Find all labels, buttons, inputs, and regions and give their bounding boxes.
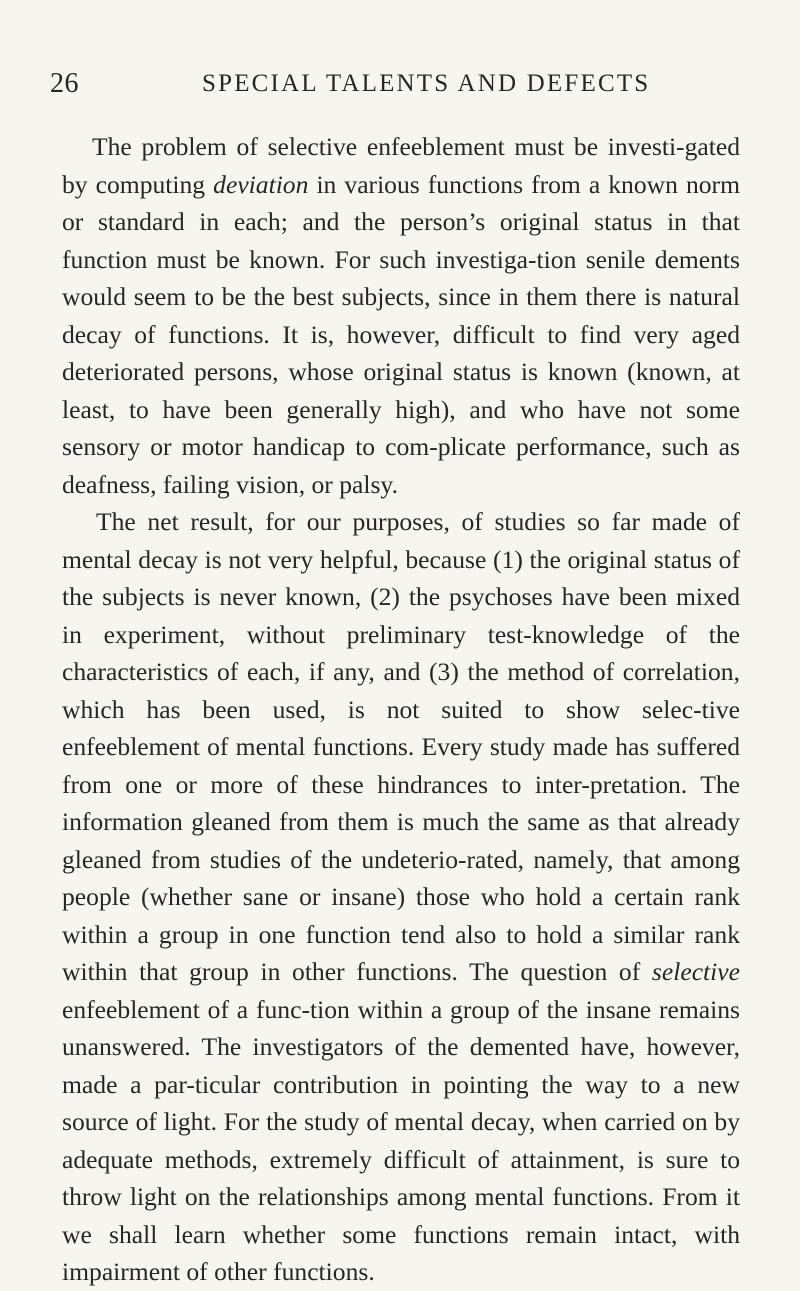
paragraph-1-italic-deviation: deviation: [213, 169, 309, 199]
page-number: 26: [50, 68, 79, 99]
paragraph-1: [62, 128, 740, 503]
paragraph-1-text-a: The problem of selective enfeeblement must be investi-gated by computing: [62, 132, 740, 199]
paragraph-2-text-a: The net result, for our purposes, of studies so far made of mental decay is not very helpful, because (1) the original status of the subjects is never known, (2) the psychoses have been mixed in experiment, without preliminary test-knowledge of the characteristics of each, if any, and (3) the method of correlation, which has been used, is not suited to show selec-tive enfeeblement of mental functions. Every study made has suffered from one or more of these hindrances to inter-pretation. The information gleaned from them is much the same as that already gleaned from studies of the undeterio-rated, namely, that among people (whether sane or insane) those who hold a certain rank within a group in one function tend also to hold a similar rank within that group in other functions. The question of: [62, 507, 740, 986]
running-head: SPECIAL TALENTS AND DEFECTS: [202, 70, 651, 97]
paragraph-2-italic-selective: selective: [651, 957, 740, 986]
paragraph-2: [62, 503, 740, 1291]
body-text: [62, 128, 740, 1291]
page-header: [50, 68, 770, 108]
paragraph-2-text-b: enfeeblement of a func-tion within a group of the insane remains unanswered. The investigators of the demented have, however, made a par-ticular contribution in pointing the way to a new source of light. For the study of mental decay, when carried on by adequate methods, extremely difficult of attainment, is sure to throw light on the relationships among mental functions. From it we shall learn whether some functions remain intact, with impairment of other functions.: [62, 994, 740, 1286]
paragraph-1-text-b: in various functions from a known norm or standard in each; and the person’s original status in that function must be known. For such investiga-tion senile dements would seem to be the best subjects, since in them there is natural decay of functions. It is, however, difficult to find very aged deteriorated persons, whose original status is known (known, at least, to have been generally high), and who have not some sensory or motor handicap to com-plicate performance, such as deafness, failing vision, or palsy.: [62, 169, 740, 499]
